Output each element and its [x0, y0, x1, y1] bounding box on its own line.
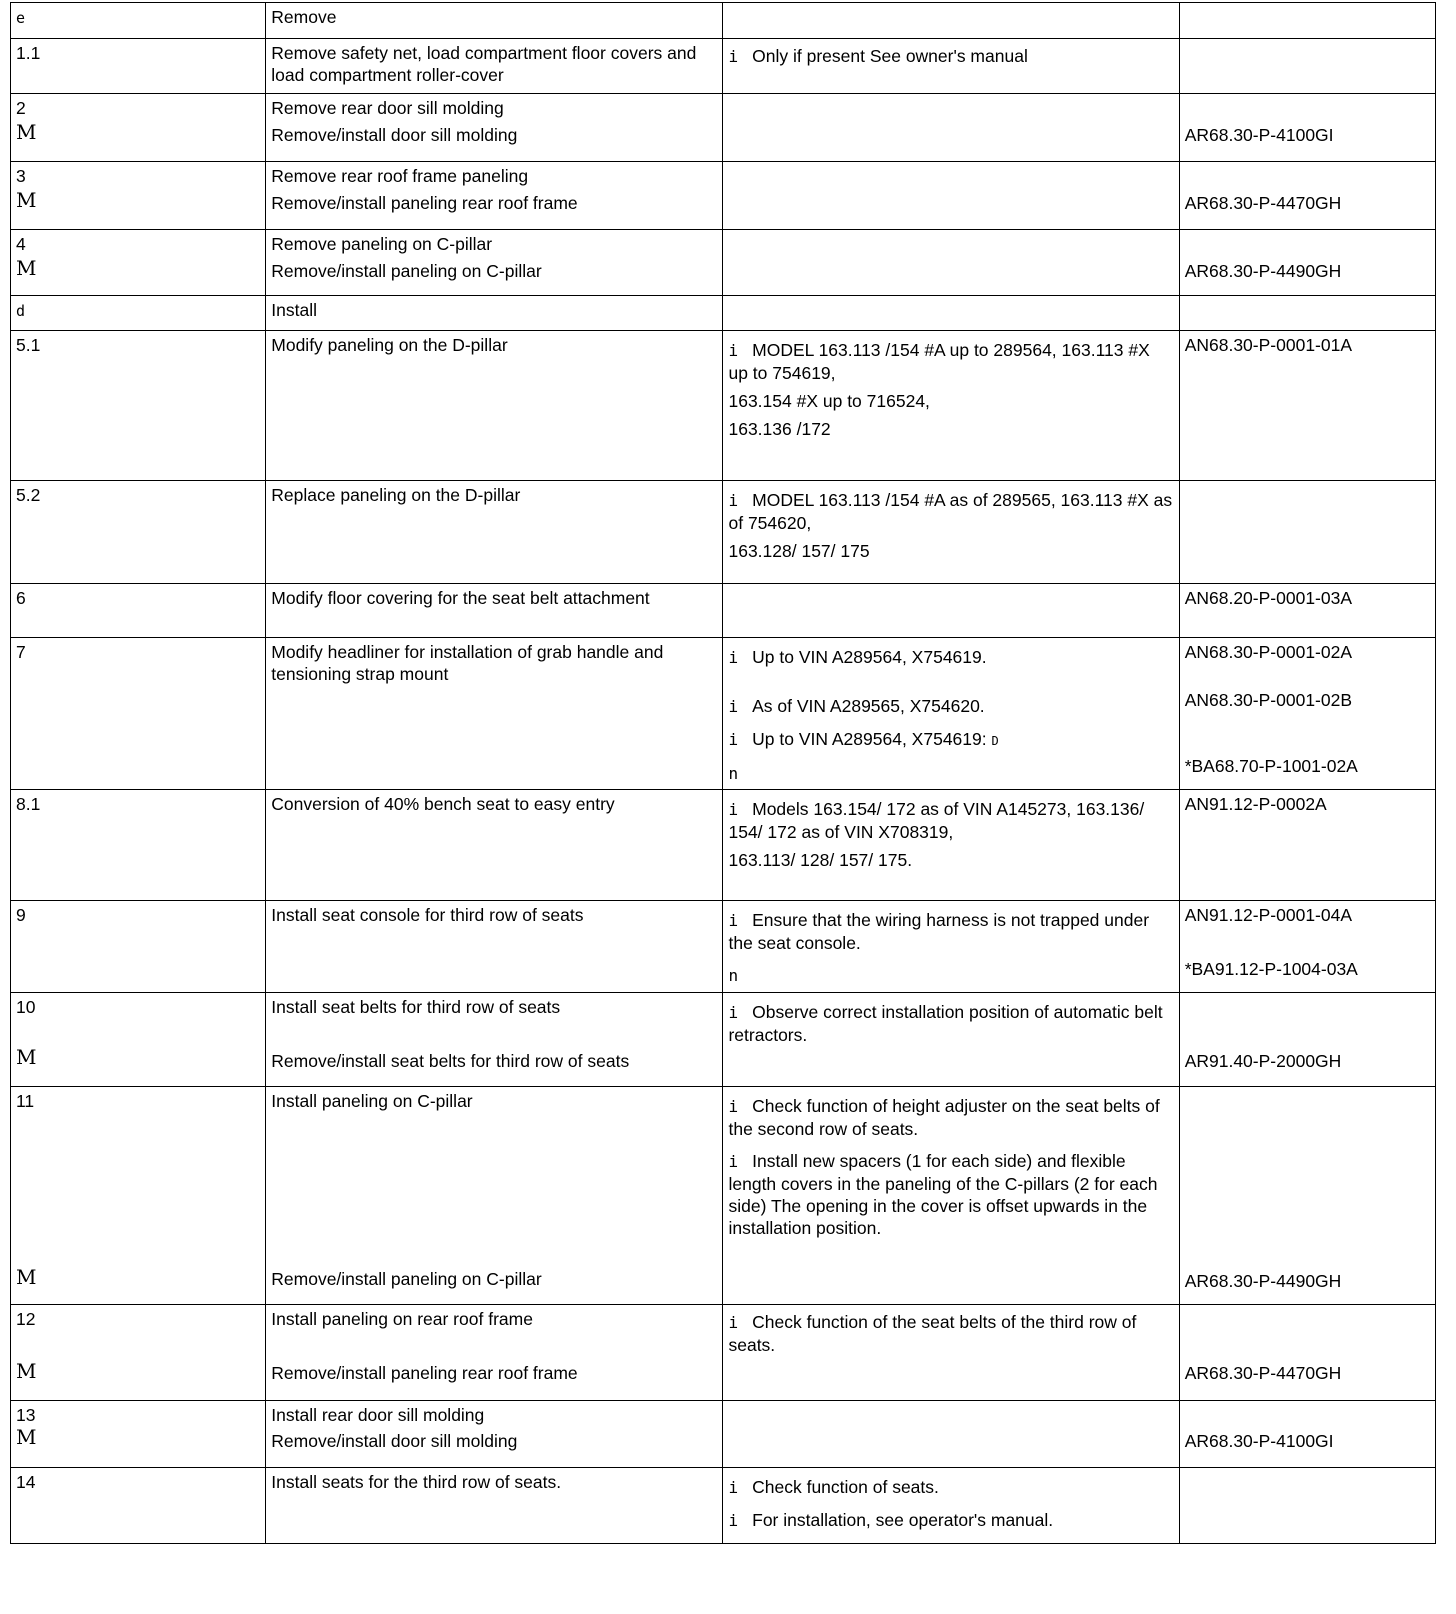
info-marker: i	[728, 1003, 739, 1022]
note-marker: n	[728, 764, 739, 783]
reference-code: AN91.12-P-0001-04A	[1184, 905, 1353, 925]
reference-code: AN68.30-P-0001-02B	[1184, 690, 1353, 710]
step-cell	[11, 790, 266, 901]
info-marker: i	[728, 730, 739, 749]
step-number: 2	[16, 98, 26, 118]
ref-cell	[1179, 296, 1435, 331]
action-text: Remove rear roof frame paneling	[271, 166, 529, 186]
info-cell	[723, 481, 1179, 584]
info-marker: i	[728, 697, 739, 716]
action-subtext: Remove/install paneling rear roof frame	[271, 1363, 578, 1383]
action-subtext: Remove/install seat belts for third row of seats	[271, 1051, 630, 1071]
action-cell	[266, 901, 723, 993]
table-row	[11, 993, 1436, 1087]
ref-cell	[1179, 993, 1435, 1087]
step-number: 12	[16, 1309, 36, 1329]
action-cell	[266, 1305, 723, 1401]
info-marker: i	[728, 1478, 739, 1497]
info-cell	[723, 1087, 1179, 1305]
ref-cell	[1179, 331, 1435, 481]
reference-code: AN68.30-P-0001-02A	[1184, 642, 1353, 662]
action-text: Install rear door sill molding	[271, 1405, 485, 1425]
action-cell	[266, 1087, 723, 1305]
info-text: Check function of the seat belts of the third row of seats.	[728, 1312, 1137, 1355]
info-cell	[723, 39, 1179, 94]
reference-code: AR68.30-P-4100GI	[1184, 125, 1334, 145]
info-marker: i	[728, 341, 739, 360]
action-text: Remove paneling on C-pillar	[271, 234, 493, 254]
info-text: Ensure that the wiring harness is not trapped under the seat console.	[728, 910, 1150, 953]
info-text: Install new spacers (1 for each side) and flexible length covers in the paneling of the C-pillars (2 for each side) The opening in the cover is offset upwards in the installation position.	[728, 1151, 1158, 1238]
ref-cell	[1179, 162, 1435, 230]
step-cell	[11, 94, 266, 162]
step-cell	[11, 230, 266, 296]
reference-code: AR68.30-P-4490GH	[1184, 1271, 1342, 1291]
info-marker: i	[728, 1313, 739, 1332]
info-text: Check function of height adjuster on the seat belts of the second row of seats.	[728, 1096, 1160, 1139]
step-cell	[11, 331, 266, 481]
info-text: Models 163.154/ 172 as of VIN A145273, 163.136/ 154/ 172 as of VIN X708319,	[728, 799, 1145, 842]
action-text: Install seats for the third row of seats.	[271, 1472, 562, 1492]
action-text: Modify floor covering for the seat belt attachment	[271, 588, 650, 608]
action-text: Install	[271, 300, 317, 320]
step-number: 11	[16, 1091, 35, 1111]
step-number: 13	[16, 1405, 36, 1425]
action-subtext: Remove/install paneling rear roof frame	[271, 193, 578, 213]
table-row	[11, 3, 1436, 39]
step-cell	[11, 638, 266, 790]
step-cell	[11, 1401, 266, 1468]
m-symbol: M	[16, 120, 37, 144]
info-text: Up to VIN A289564, X754619.	[752, 647, 987, 667]
reference-code: AR68.30-P-4470GH	[1184, 1363, 1342, 1383]
ref-cell	[1179, 1401, 1435, 1468]
ref-cell	[1179, 481, 1435, 584]
action-cell	[266, 296, 723, 331]
action-cell	[266, 3, 723, 39]
ref-cell	[1179, 1087, 1435, 1305]
procedure-table	[10, 2, 1436, 1544]
action-cell	[266, 790, 723, 901]
info-text: As of VIN A289565, X754620.	[752, 696, 985, 716]
m-symbol: M	[16, 1425, 37, 1449]
step-number: 5.1	[16, 335, 41, 355]
info-text: MODEL 163.113 /154 #A up to 289564, 163.113 #X up to 754619,	[728, 340, 1150, 383]
info-cell	[723, 901, 1179, 993]
ref-cell	[1179, 638, 1435, 790]
action-text: Conversion of 40% bench seat to easy entry	[271, 794, 615, 814]
info-marker: i	[728, 491, 739, 510]
ref-cell	[1179, 584, 1435, 638]
info-cell	[723, 638, 1179, 790]
table-row	[11, 901, 1436, 993]
info-suffix: D	[991, 734, 999, 748]
step-cell	[11, 162, 266, 230]
action-text: Install seat console for third row of seats	[271, 905, 584, 925]
info-cell	[723, 3, 1179, 39]
step-cell	[11, 993, 266, 1087]
action-text: Install seat belts for third row of seats	[271, 997, 561, 1017]
action-cell	[266, 584, 723, 638]
step-cell	[11, 3, 266, 39]
step-number: 7	[16, 642, 26, 662]
info-cell	[723, 331, 1179, 481]
action-subtext: Remove/install door sill molding	[271, 125, 518, 145]
table-row	[11, 584, 1436, 638]
m-symbol: M	[16, 188, 37, 212]
action-cell	[266, 481, 723, 584]
table-row	[11, 481, 1436, 584]
info-cell	[723, 230, 1179, 296]
table-row	[11, 1468, 1436, 1544]
step-number: 5.2	[16, 485, 41, 505]
info-cell	[723, 790, 1179, 901]
step-cell	[11, 1087, 266, 1305]
table-row	[11, 296, 1436, 331]
action-cell	[266, 1468, 723, 1544]
table-row	[11, 790, 1436, 901]
action-cell	[266, 1401, 723, 1468]
reference-code: AR68.30-P-4100GI	[1184, 1431, 1334, 1451]
action-text: Modify paneling on the D-pillar	[271, 335, 508, 355]
action-cell	[266, 230, 723, 296]
action-subtext: Remove/install paneling on C-pillar	[271, 261, 542, 281]
step-cell	[11, 901, 266, 993]
step-number: 14	[16, 1472, 36, 1492]
action-subtext: Remove/install paneling on C-pillar	[271, 1269, 542, 1289]
ref-cell	[1179, 39, 1435, 94]
info-text: Only if present See owner's manual	[752, 46, 1028, 66]
ref-cell	[1179, 1468, 1435, 1544]
table-row	[11, 162, 1436, 230]
action-text: Install paneling on rear roof frame	[271, 1309, 533, 1329]
ref-cell	[1179, 94, 1435, 162]
info-cell	[723, 993, 1179, 1087]
reference-code: *BA91.12-P-1004-03A	[1184, 959, 1358, 979]
reference-code: AR68.30-P-4490GH	[1184, 261, 1342, 281]
step-number: e	[16, 9, 26, 27]
table-row	[11, 638, 1436, 790]
ref-cell	[1179, 230, 1435, 296]
note-marker: n	[728, 966, 739, 985]
step-number: 1.1	[16, 43, 41, 63]
action-cell	[266, 39, 723, 94]
step-number: 6	[16, 588, 26, 608]
step-number: 3	[16, 166, 26, 186]
action-cell	[266, 162, 723, 230]
step-cell	[11, 1468, 266, 1544]
action-text: Remove rear door sill molding	[271, 98, 504, 118]
action-text: Remove safety net, load compartment floor covers and load compartment roller-cover	[271, 43, 697, 85]
ref-cell	[1179, 901, 1435, 993]
step-number: 4	[16, 234, 26, 254]
ref-cell	[1179, 1305, 1435, 1401]
table-row	[11, 331, 1436, 481]
table-row	[11, 1401, 1436, 1468]
info-text: 163.136 /172	[728, 419, 831, 439]
action-text: Install paneling on C-pillar	[271, 1091, 473, 1111]
info-text: MODEL 163.113 /154 #A as of 289565, 163.113 #X as of 754620,	[728, 490, 1173, 533]
info-marker: i	[728, 1097, 739, 1116]
ref-cell	[1179, 790, 1435, 901]
step-cell	[11, 584, 266, 638]
table-row	[11, 1087, 1436, 1305]
info-marker: i	[728, 1152, 739, 1171]
info-cell	[723, 584, 1179, 638]
info-text: For installation, see operator's manual.	[752, 1510, 1054, 1530]
info-marker: i	[728, 911, 739, 930]
info-text: 163.113/ 128/ 157/ 175.	[728, 850, 913, 870]
table-row	[11, 94, 1436, 162]
info-cell	[723, 296, 1179, 331]
action-text: Replace paneling on the D-pillar	[271, 485, 521, 505]
step-number: 9	[16, 905, 26, 925]
step-number: d	[16, 302, 26, 320]
info-cell	[723, 1305, 1179, 1401]
step-number: 8.1	[16, 794, 41, 814]
m-symbol: M	[16, 1265, 37, 1289]
info-cell	[723, 162, 1179, 230]
reference-code: AN68.20-P-0001-03A	[1184, 588, 1353, 608]
action-text: Modify headliner for installation of grab handle and tensioning strap mount	[271, 642, 664, 684]
info-cell	[723, 1468, 1179, 1544]
ref-cell	[1179, 3, 1435, 39]
info-marker: i	[728, 1511, 739, 1530]
step-cell	[11, 296, 266, 331]
action-cell	[266, 638, 723, 790]
reference-code: AR68.30-P-4470GH	[1184, 193, 1342, 213]
table-row	[11, 1305, 1436, 1401]
action-cell	[266, 331, 723, 481]
reference-code: AN68.30-P-0001-01A	[1184, 335, 1353, 355]
info-cell	[723, 1401, 1179, 1468]
info-text: Observe correct installation position of automatic belt retractors.	[728, 1002, 1163, 1045]
action-subtext: Remove/install door sill molding	[271, 1431, 518, 1451]
step-cell	[11, 481, 266, 584]
table-row	[11, 39, 1436, 94]
reference-code: *BA68.70-P-1001-02A	[1184, 756, 1358, 776]
step-cell	[11, 1305, 266, 1401]
info-text: Check function of seats.	[752, 1477, 939, 1497]
action-cell	[266, 94, 723, 162]
info-marker: i	[728, 648, 739, 667]
info-text: 163.128/ 157/ 175	[728, 541, 870, 561]
info-cell	[723, 94, 1179, 162]
step-cell	[11, 39, 266, 94]
info-marker: i	[728, 800, 739, 819]
reference-code: AR91.40-P-2000GH	[1184, 1051, 1342, 1071]
table-row	[11, 230, 1436, 296]
info-text: Up to VIN A289564, X754619:	[752, 729, 987, 749]
m-symbol: M	[16, 1045, 37, 1069]
action-cell	[266, 993, 723, 1087]
m-symbol: M	[16, 1359, 37, 1383]
step-number: 10	[16, 997, 36, 1017]
info-text: 163.154 #X up to 716524,	[728, 391, 930, 411]
action-text: Remove	[271, 7, 337, 27]
reference-code: AN91.12-P-0002A	[1184, 794, 1327, 814]
m-symbol: M	[16, 256, 37, 280]
info-marker: i	[728, 47, 739, 66]
